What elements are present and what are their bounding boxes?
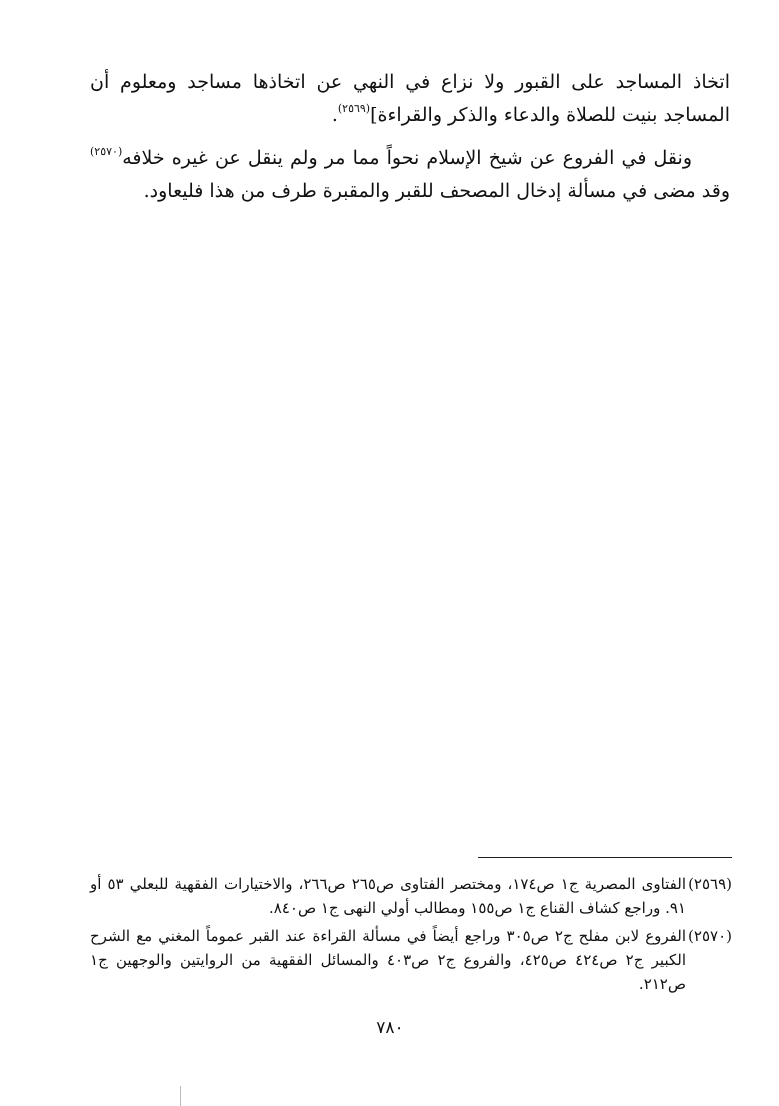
paragraph-1-text: اتخاذ المساجد على القبور ولا نزاع في النهي عن اتخاذها مساجد ومعلوم أن المساجد بنيت للصلاة والدعاء والذكر والقراءة] <box>90 71 730 126</box>
main-text <box>90 66 730 218</box>
page-number: ٧٨٠ <box>376 1018 404 1038</box>
paragraph-2-start: ونقل في الفروع عن شيخ الإسلام نحواً مما مر ولم ينقل عن غيره خلافه <box>122 147 692 169</box>
footnotes <box>90 872 732 1000</box>
paragraph-2-end: وقد مضى في مسألة إدخال المصحف للقبر والمقبرة طرف من هذا فليعاود. <box>143 180 730 202</box>
footnote-separator <box>478 857 732 858</box>
footnote-text: الفروع لابن مفلح ج٢ ص٣٠٥ وراجع أيضاً في مسألة القراءة عند القبر عموماً المغني مع الشرح الكبير ج٢ ص٤٢٤ ص٤٢٥، والفروع ج٢ ص٤٠٣ والمسائل الفقهية من الروايتين والوجهين ج١ ص٢١٢. <box>90 927 686 993</box>
paragraph-2 <box>90 142 730 208</box>
footnote-number: (٢٥٧٠) <box>688 927 732 945</box>
footnote-ref-2570[interactable]: (٢٥٧٠) <box>90 145 123 158</box>
footnote-number: (٢٥٦٩) <box>688 875 733 893</box>
footnote-2569 <box>90 872 732 920</box>
paragraph-1-end: . <box>331 104 338 126</box>
footnote-2570 <box>90 924 732 996</box>
paragraph-1 <box>90 66 730 132</box>
scan-edge-mark <box>180 1086 181 1106</box>
footnote-text: الفتاوى المصرية ج١ ص١٧٤، ومختصر الفتاوى ص٢٦٥ ص٢٦٦، والاختيارات الفقهية للبعلي ٥٣ أو ٩١. وراجع كشاف القناع ج١ ص١٥٥ ومطالب أولي النهى ج١ ص٨٤٠. <box>90 875 687 917</box>
footnote-ref-2569[interactable]: (٢٥٦٩) <box>337 102 371 115</box>
